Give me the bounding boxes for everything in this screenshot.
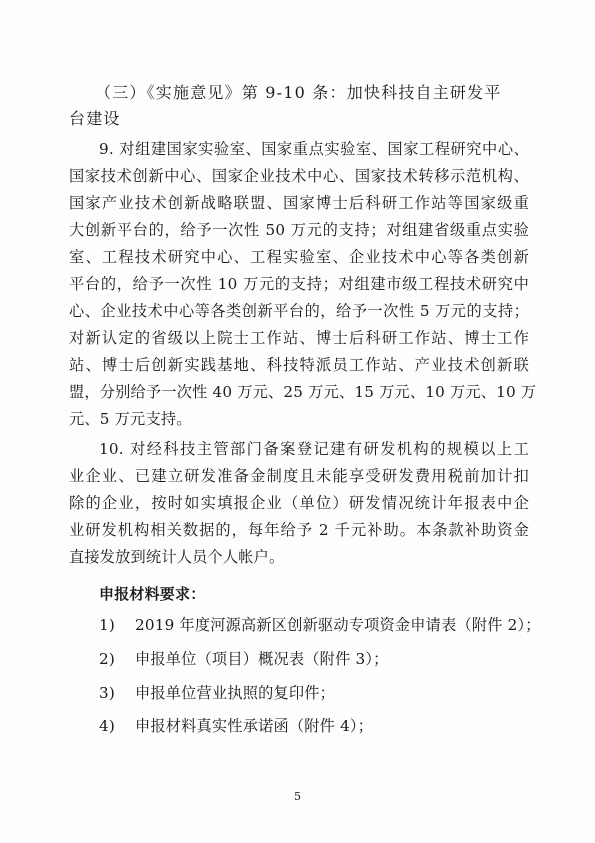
materials-item-number: 3) [99, 684, 115, 702]
article-9-line: 室、工程技术研究中心、工程实验室、企业技术中心等各类创新 [69, 248, 529, 266]
section-heading [95, 82, 535, 104]
article-9-line: 国家技术创新中心、国家企业技术中心、国家技术转移示范机构、 [69, 167, 529, 185]
article-9-line: 国家产业技术创新战略联盟、国家博士后科研工作站等国家级重 [69, 194, 529, 212]
article-10-line: 业企业、已建立研发准备金制度且未能享受研发费用税前加计扣 [69, 467, 529, 485]
article-9-line: 平台的，给予一次性 10 万元的支持；对组建市级工程技术研究中 [69, 275, 529, 293]
article-9-line: 9. 对组建国家实验室、国家重点实验室、国家工程研究中心、 [99, 140, 529, 158]
materials-item [99, 715, 559, 737]
page-number: 5 [294, 790, 301, 803]
article-10-line: 直接发放到统计人员个人帐户。 [69, 548, 285, 566]
article-9-line: 站、博士后创新实践基地、科技特派员工作站、产业技术创新联 [69, 356, 529, 374]
materials-item-text: 申报材料真实性承诺函（附件 4）； [135, 717, 374, 735]
article-9-line: 对新认定的省级以上院士工作站、博士后科研工作站、博士工作 [69, 329, 529, 347]
materials-item-text: 申报单位（项目）概况表（附件 3）； [135, 650, 389, 668]
materials-item-number: 1) [99, 616, 115, 634]
section-heading-line-2: 台建设 [69, 109, 121, 128]
materials-item-text: 2019 年度河源高新区创新驱动专项资金申请表（附件 2）； [135, 616, 541, 634]
article-10-line: 10. 对经科技主管部门备案登记建有研发机构的规模以上工 [99, 440, 529, 458]
article-9-line: 心、企业技术中心等各类创新平台的，给予一次性 5 万元的支持； [69, 302, 529, 320]
materials-item-text: 申报单位营业执照的复印件； [135, 684, 336, 702]
materials-item [99, 682, 559, 704]
materials-item-number: 4) [99, 717, 115, 735]
materials-item-number: 2) [99, 650, 115, 668]
article-9-line: 盟，分别给予一次性 40 万元、25 万元、15 万元、10 万元、10 万 [69, 383, 537, 401]
section-heading-line-1: （三）《实施意见》第 9-10 条：加快科技自主研发平 [95, 83, 502, 102]
article-9-line: 大创新平台的，给予一次性 50 万元的支持；对组建省级重点实验 [69, 221, 529, 239]
article-9-line: 元、5 万元支持。 [69, 410, 192, 428]
materials-item [99, 648, 559, 670]
article-10-line: 除的企业，按时如实填报企业（单位）研发情况统计年报表中企 [69, 494, 529, 512]
article-10-line: 业研发机构相关数据的，每年给予 2 千元补助。本条款补助资金 [69, 521, 529, 539]
materials-item [99, 614, 559, 636]
materials-title: 申报材料要求： [99, 585, 206, 603]
